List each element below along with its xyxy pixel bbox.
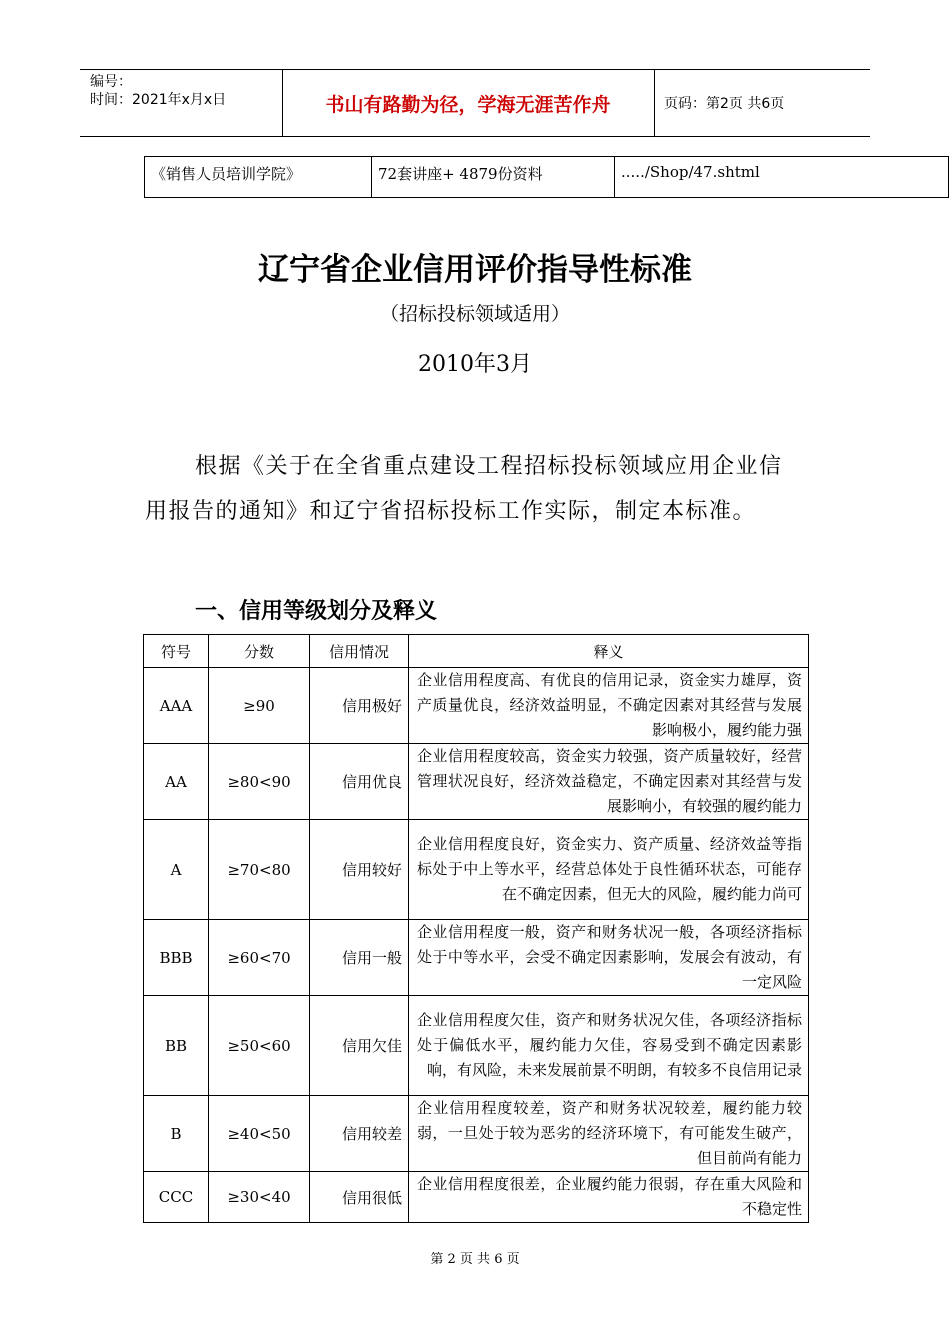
header-time-label: 时间：2021年x月x日 bbox=[90, 92, 227, 108]
row-status: 信用优良 bbox=[310, 744, 409, 820]
row-status: 信用一般 bbox=[310, 920, 409, 996]
row-description: 企业信用程度一般，资产和财务状况一般，各项经济指标处于中等水平，会受不确定因素影响，发展会有波动，有一定风险 bbox=[409, 920, 809, 996]
table-row bbox=[144, 668, 809, 744]
source-bar bbox=[144, 156, 949, 198]
intro-paragraph: 根据《关于在全省重点建设工程招标投标领域应用企业信用报告的通知》和辽宁省招标投标工作实际，制定本标准。 bbox=[145, 454, 783, 524]
header-status: 信用情况 bbox=[310, 635, 409, 668]
table-row bbox=[144, 1172, 809, 1223]
row-score: ≥70<80 bbox=[209, 820, 310, 920]
credit-rating-table bbox=[143, 634, 809, 1223]
row-symbol: B bbox=[144, 1096, 209, 1172]
section-heading: 一、信用等级划分及释义 bbox=[195, 599, 438, 624]
row-symbol: AA bbox=[144, 744, 209, 820]
row-score: ≥90 bbox=[209, 668, 310, 744]
row-symbol: AAA bbox=[144, 668, 209, 744]
row-description: 企业信用程度较差，资产和财务状况较差，履约能力较弱，一旦处于较为恶劣的经济环境下，有可能发生破产，但目前尚有能力 bbox=[409, 1096, 809, 1172]
header-description: 释义 bbox=[409, 635, 809, 668]
row-status: 信用极好 bbox=[310, 668, 409, 744]
header-score: 分数 bbox=[209, 635, 310, 668]
header-motto: 书山有路勤为径，学海无涯苦作舟 bbox=[325, 94, 611, 116]
row-score: ≥60<70 bbox=[209, 920, 310, 996]
row-status: 信用欠佳 bbox=[310, 996, 409, 1096]
table-row bbox=[144, 996, 809, 1096]
table-row bbox=[144, 744, 809, 820]
row-description: 企业信用程度较高，资金实力较强，资产质量较好，经营管理状况良好，经济效益稳定，不确定因素对其经营与发展影响小，有较强的履约能力 bbox=[409, 744, 809, 820]
row-symbol: BBB bbox=[144, 920, 209, 996]
header-number-label: 编号： bbox=[90, 74, 132, 90]
row-score: ≥30<40 bbox=[209, 1172, 310, 1223]
source-cell-materials: 72套讲座+ 4879份资料 bbox=[372, 157, 615, 198]
row-score: ≥40<50 bbox=[209, 1096, 310, 1172]
table-header-row bbox=[144, 635, 809, 668]
source-cell-link: ...../Shop/47.shtml bbox=[615, 157, 949, 198]
row-status: 信用较好 bbox=[310, 820, 409, 920]
row-description: 企业信用程度欠佳，资产和财务状况欠佳，各项经济指标处于偏低水平，履约能力欠佳，容易受到不确定因素影响，有风险，未来发展前景不明朗，有较多不良信用记录 bbox=[409, 996, 809, 1096]
header-divider-right bbox=[654, 69, 655, 136]
row-symbol: CCC bbox=[144, 1172, 209, 1223]
row-status: 信用较差 bbox=[310, 1096, 409, 1172]
row-symbol: BB bbox=[144, 996, 209, 1096]
table-row bbox=[144, 1096, 809, 1172]
header-top-rule bbox=[80, 69, 870, 70]
document-title: 辽宁省企业信用评价指导性标准 bbox=[258, 252, 692, 288]
page-footer: 第 2 页 共 6 页 bbox=[430, 1252, 520, 1267]
source-cell-academy: 《销售人员培训学院》 bbox=[145, 157, 372, 198]
header-symbol: 符号 bbox=[144, 635, 209, 668]
header-bottom-rule bbox=[80, 136, 870, 137]
row-description: 企业信用程度良好，资金实力、资产质量、经济效益等指标处于中上等水平，经营总体处于良性循环状态，可能存在不确定因素，但无大的风险，履约能力尚可 bbox=[409, 820, 809, 920]
document-date: 2010年3月 bbox=[418, 352, 532, 377]
row-score: ≥80<90 bbox=[209, 744, 310, 820]
row-symbol: A bbox=[144, 820, 209, 920]
header-page-info: 页码：第2页 共6页 bbox=[664, 96, 785, 112]
row-description: 企业信用程度高、有优良的信用记录，资金实力雄厚，资产质量优良，经济效益明显，不确定因素对其经营与发展影响极小，履约能力强 bbox=[409, 668, 809, 744]
table-row bbox=[144, 920, 809, 996]
document-subtitle: （招标投标领域适用） bbox=[379, 303, 570, 325]
row-score: ≥50<60 bbox=[209, 996, 310, 1096]
row-description: 企业信用程度很差，企业履约能力很弱，存在重大风险和不稳定性 bbox=[409, 1172, 809, 1223]
row-status: 信用很低 bbox=[310, 1172, 409, 1223]
table-row bbox=[144, 820, 809, 920]
